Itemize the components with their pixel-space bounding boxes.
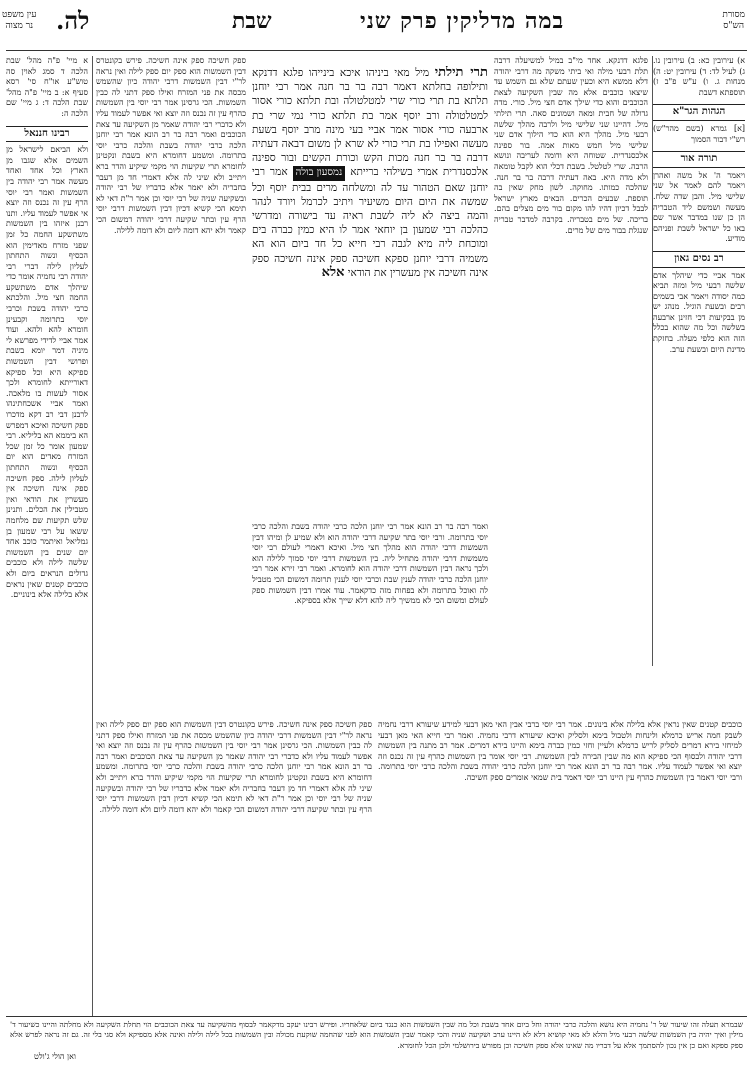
column-divider bbox=[92, 56, 93, 1016]
rashi-column bbox=[494, 56, 648, 714]
hagahot-text: [א] גמרא (בשם מהר"ש) רש"י דבור הסמוך bbox=[653, 123, 745, 144]
lower-right-text: כוכבים קטנים שאין נראין אלא בלילה אלא בינונים. אמר רבי יוסי ברבי אבין האי מאן דבעי למידע שיעורא דרבי נחמיה לשבק חמה אריש כרמלא ולינחות ולטבול בימא ולסליק ואיכא שיעורא דרבי נחמיה. ואמר רבי חייא האי מאן דבעי למיחזי בירא דמרים לסליק לריש כרמלא ולעיין וחזי כמין כברה בימא והיינו בירא דמרים. אמר רב מתנה בין השמשות דרבי יהודה ולבסוף הכי ספיקא הוא מה שבין הבירה לבין השמשות. רבי יוסי אומר בין השמשות כהרף עין זה נכנס וזה יוצא ואי אפשר לעמוד עליו. אמר רבה בר רב הונא אמר רבי יוחנן הלכה כרבי יהודה בשבת והלכה כרבי יוסי בתרומה. ורבי יוסי דאמר בין השמשות כהרף עין היינו רבי יוסי דאמר בית שמאי אומרים ספק חשיכה. bbox=[378, 720, 742, 782]
gemara-text-part-2: אמר רבי יוחנן שאם הטהור עד לה ומשלחה מרים בבית יוסף וכל שמשה את היום היום משיעיר ויתיב לכרמל ויורד לנהר והמה ביצה לא ליה לשבת ראיה עד בישורה ומדרשי כהלכה רבי שמעון בן יוחאי אמר לו היא כמין כברה בים ומוכחת ליה מיא לגבה רבי חייא כל חד ביום הוא הא משמיה דרבי יוחנן ספקא חשיכה ספק אינה חשיכה ספק אינה חשיכה אין מעשרין את הודאי bbox=[252, 166, 488, 279]
rabbeinu-chananel-title: רבינו חננאל bbox=[6, 126, 88, 143]
header-rule bbox=[6, 50, 747, 51]
chapter-title: במה מדליקין פרק שני bbox=[360, 8, 565, 34]
hagahot-title: הגהות הגר"א bbox=[653, 104, 745, 121]
gemara-inset-label: נמסעון בולה bbox=[293, 166, 346, 180]
gemara-text bbox=[252, 66, 488, 518]
tractate-title: שבת bbox=[232, 8, 272, 34]
rashi-text: פלגא דדנקא. אחד מי"ב במיל למשיעלה דרבה תלת רבעי מילה ואי ביתי משקה מה דרבי יהודה דלא ממשא היא וכעין שעתם שלא גם השמש עד שיצאו כוכבים אלא מה שבין השקיעה לצאת הכוכבים והוא כדי שילך אדם חצי מיל. כורי. מדה גדולה של חבית ומאה ושמונים סאה. תרי תילתי מיל. דהיינו שני שלישי מיל ולרבה מהלך שלשה רבעי מיל. מהלך היא הוא כדי הילוך אדם שני שלישי מיל חמש מאות אמה. בור ספינה אלכסנדרית. שטוחה היא ודומה לעריבה ונושא הרבה. שרי לטלטל. בשבת דכלי הוא לקבל טומאה ולא מדה היא. באה דעתיה דרבה בר בר חנה. שהלכה כמותו. מחוקה. לשון מחק שאין בה תוספת. שבעים הכרים. הבאים מארץ ישראל לבבל דכיון דהיו להו מקום בור מים מצלים בהם. בריכה. של מים בטבריה. בקרבה למדבר טבריה שנגלת בבור מים של מרים. bbox=[494, 56, 648, 235]
column-divider bbox=[652, 56, 653, 666]
footnote-text: שבמרא תעלה זהו שיעור של ר' נחמיה היא נושא והלכה כרבי יהודה וחל ביום אחד בשבת וכל מה שבין השמשות הוא כנגד ביום שלאחריו. ופירש רבינו יעקב מדקאמר לבסוף מהשקיעה עד צאת הכוכבים הוי תחלת השקיעה ולא מחלתה והיינו כשיעור ד' מילין ואיך יהיה בין השמשות שלשה רבעי מיל והלא לא מאי קושיא דלא לא היינו ערב ושקיעה שניה והכי קאמר שבין השמשות הוא לפני שהחמה שוקעת מכולה ובין השמשות בכל לילה ולילה ואינה אלא מספיקא ולא סגי בלי זה. גם זה נראה לפרש אלא ספק ספקא ואם כן אין נכון להסתמך אלא על דבריו מה שאינו אלא ספק חשיכה וכן מפורש בירושלמי ולכן הכל לחומרא. bbox=[10, 1020, 743, 1050]
lower-center-text: ואמר רבה בר רב הונא אמר רבי יוחנן הלכה כרבי יהודה בשבת והלכה כרבי יוסי בתרומה. ורבי יוסי בתר שקיעה דרבי יהודה הוא ולא שמיע לן ומיהו דבין השמשות דרבי יהודה הוא מהלך חצי מיל. ואיכא דאמרי לעולם רבי יוסי משמשות דרבי יהודה מתחיל ליה. בין השמשות דרבי יוסי סמוך ללילה הוא ולכך נראה דבין השמשות דרבי יהודה הוא לחומרא. ואמר רבי זירא אמר רבי יוחנן הלכה כרבי יהודה לענין שבת וכרבי יוסי לענין תרומה דמשום הכי מטביל לה ואוכל בתרומה ולא בפחות מזה כדקאמר. עוד אמרו דבין השמשות ספק לעולם ומשום הכי לא ממשיך ליה להא דלא שייך אלא בספיקא. bbox=[252, 522, 488, 606]
page-header bbox=[0, 4, 753, 48]
ein-mishpat-text: א מיי' פ"ה מהל' שבת הלכה ד סמג לאוין סה טוש"ע או"ח סי' רסא סעיף א: ב מיי' פ"ה מהל' שבת הלכה ד: ג מיי' שם הלכה ה: bbox=[6, 56, 88, 118]
lower-left-commentary bbox=[96, 720, 372, 1010]
lower-right-commentary bbox=[378, 720, 742, 1010]
lower-left-text: ספק חשיכה ספק אינה חשיכה. פירש בקונטרס דבין השמשות הוא ספק יום ספק לילה ואין נראה לר"י דבין השמשות דרבי יהודה כיון שהשמש מכסה את פני המזרח ואילו ספק דתני לה כבין השמשות. הכי גרסינן אמר רבי יוסי בין השמשות כהרף עין זה נכנס וזה יוצא ואי אפשר לעמוד עליו ולא כדברי רבי יהודה שאמר מן השקיעה עד צאת הכוכבים ואמר רבה בר רב הונא אמר רבי יוחנן הלכה כרבי יהודה בשבת והלכה כרבי יוסי בתרומה. ומשמע דחומרא היא בשבת ונקטינן לחומרא תרי שקיעות הוי מקמי שיקיע והדר ברא ויתייב ולא שיני לה אלא דאמרי חד מן דעבר בחבריה ולא יאמר אלא כדבריו של רבי יהודה ובשקיעה שניה של רבי יוסי וכן אמר ר"ת דאי לא תימא הכי קשיא דכיון דבין השמשות דרבי יוסי הרף עין ובתר שקיעה דרבי יהודה דמשום הכי קאמר ולא יהא דומה ליום ולא דומה ללילה. bbox=[96, 720, 372, 814]
footnote-rule bbox=[6, 1016, 747, 1017]
gemara-lead-words: תרי תילתי bbox=[434, 66, 488, 80]
gemara-lower-commentary bbox=[252, 522, 488, 714]
right-margin-column bbox=[653, 56, 745, 666]
tosafot-column bbox=[96, 56, 246, 714]
masoret-text: א) עירובין כא: ב) עירובין נו. ג) לעיל לד: ד) עירובין יט: ה) מנחות ג. ו) ע"ש פ"ב ז) תוספתא דשבת bbox=[653, 56, 745, 97]
page-number: לה. bbox=[56, 6, 90, 35]
gemara-end-word: אלא bbox=[321, 264, 345, 280]
gemara-text-part-1: מיל מאי ביניהו איכא בינייהו פלגא דדנקא ותילופה בחלתא דאמר רבה בר בר חנה אמר רבי יוחנן תלתא בת תרי כורי שרי למטלטולה ובת תלתא כורי אסור למטלטולה ורב יוסף אמר בת תלתא כורי נמי שרי בת ארבעה כורי אסור אמר אביי בעי מינה מרב יוסף בשעת מעשה ואפילו בת תרי כורי לא שרא לן משום דבאה דעתיה דרבה בר בר חנה מכות הקש וכורת הקשים ובור ספינה אלכסנדרית אמרי בשילהי ברייתא bbox=[252, 67, 488, 179]
masoret-hashas-box: מסורת הש"ס bbox=[722, 10, 745, 31]
torah-or-title: תורה אור bbox=[653, 151, 745, 168]
tosafot-text: ספק חשיכה ספק אינה חשיכה. פירש בקונטרס דבין השמשות הוא ספק יום ספק לילה ואין נראה לר"י דבין השמשות דרבי יהודה כיון שהשמש מכסה את פני המזרח ואילו ספק דתני לה כבין השמשות. הכי גרסינן אמר רבי יוסי בין השמשות כהרף עין זה נכנס וזה יוצא ואי אפשר לעמוד עליו ולא כדברי רבי יהודה שאמר מן השקיעה עד צאת הכוכבים ואמר רבה בר רב הונא אמר רבי יוחנן הלכה כרבי יהודה בשבת והלכה כרבי יוסי בתרומה. ומשמע דחומרא היא בשבת ונקטינן לחומרא תרי שקיעות הוי מקמי שיקיע והדר ברא ויתייב ולא שיני לה אלא דאמרי חד מן דעבר בחבריה ולא יאמר אלא כדבריו של רבי יהודה ובשקיעה שניה של רבי יוסי וכן אמר ר"ת דאי לא תימא הכי קשיא דכיון דבין השמשות דרבי יוסי הרף עין ובתר שקיעה דרבי יהודה דמשום הכי קאמר ולא יהא דומה ליום ולא דומה ללילה. bbox=[96, 56, 246, 235]
rabbeinu-chananel-text: ולא הביאם לישראל מן השמים אלא שגבו מן הארץ וכל אחד ואחד מעשה אמר רבי יהודה בין השמשות ואמר רבי יוסי הרף עין זה נכנס וזה יוצא אי אפשר לעמוד עליו. ותנו רבנן איזהו בין השמשות משתשקע החמה כל זמן שפני מזרח מאדימין הוא הכסיף ונשוה התחתון לעליון לילה דברי רבי יהודה רבי נחמיה אומר כדי שיהלך אדם משתשקע החמה חצי מיל. והלכתא כרבי יהודה בשבת וכרבי יוסי בתרומה וקבעינן חומרא להא ולהא. ועוד אמר אביי לדידי מפרשא לי מיניה דמר יומא בשבת ופרושי דבין השמשות ספיקא היא וכל ספיקא דאורייתא לחומרא ולכך אסור לעשות בו מלאכה. ואמר אביי אשכחתינהו לרבנן דבי רב דקא מדכרו ספק חשיכה ואיכא דמפרש הא ביממא הא בליליא. רבי שמעון אומר כל זמן שכל המזרח מאדים הוא יום הכסיף ונשוה התחתון לעליון לילה. ספק חשיכה ספק אינה חשיכה אין מעשרין את הודאי ואין מטבילין את הכלים. ותנינן שלש תקיעות שם מלחמה ששאו על רבי שמעון בן גמליאל ואיתמר כוכב אחד יום שנים בין השמשות שלשה לילה ולא כוכבים גדולים הנראים ביום ולא כוכבים קטנים שאין נראים אלא בלילה אלא בינוניים. bbox=[6, 145, 88, 600]
torah-or-text: ויאמר ה' אל משה ואהרן ויאמר להם לאמר אל שני שלישי מיל. והבן שדה שלח. מעשה ושמשם ליד הטבריה הן כן שנו במדבר אשר שם באו כל ישראל לשבת ופניהם מודיע. bbox=[653, 170, 745, 244]
rav-nissim-title: רב נסים גאון bbox=[653, 251, 745, 268]
left-margin-column bbox=[6, 56, 88, 1016]
printer-mark: ואן הולי ג'ולט bbox=[34, 1052, 76, 1061]
rav-nissim-text: אמר אביי כדי שיהלך אדם שלשה רבעי מיל ומזה תביא כמה יסודה ויאמר אבי בשמים רבים ובשעת הוגיל. מנהג יש מן בבקיעות דכי חזינן ארבעה בשלשה וכל מה שהוא בכלל הזה הוא כלפי מעלה. בחזקת מדינת היום ובשעת ערב. bbox=[653, 270, 745, 354]
ein-mishpat-box: עין משפט נר מצוה bbox=[2, 10, 37, 31]
